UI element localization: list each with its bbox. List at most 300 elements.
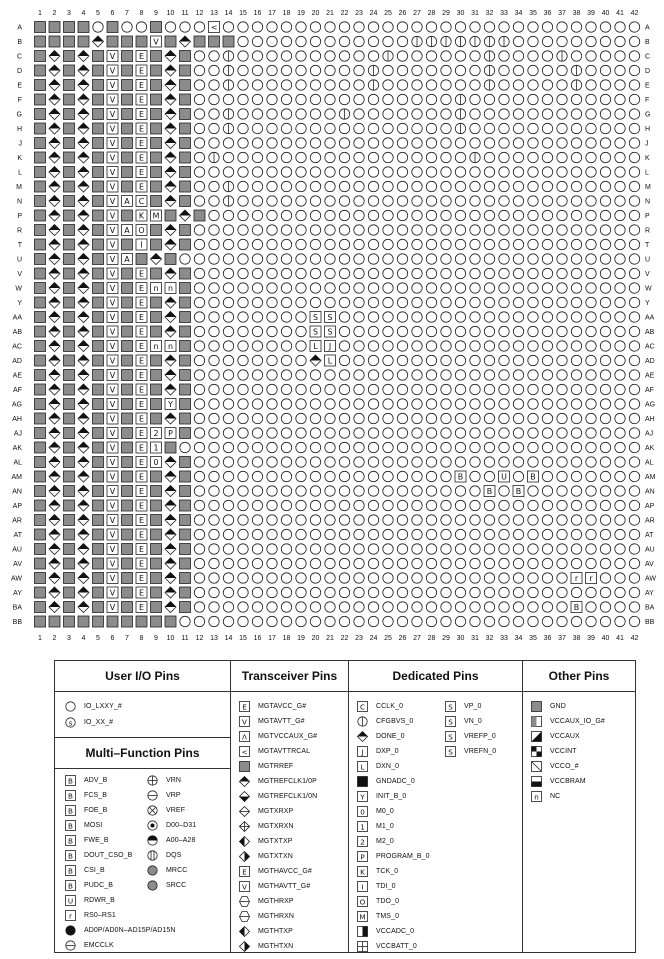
row-label-left: BB: [12, 619, 22, 626]
pin-cell: [368, 486, 378, 496]
pin-cell: [209, 254, 219, 264]
pin-cell: [209, 94, 219, 104]
pin-cell: [252, 544, 262, 554]
legend-symbol-icon: [147, 865, 158, 876]
pin-cell: [252, 384, 262, 394]
pin-cell: [209, 22, 220, 33]
pin-cell: [267, 210, 277, 220]
pin-cell: [354, 36, 364, 46]
pin-cell: [629, 355, 639, 365]
pin-cell: [441, 515, 451, 525]
pin-cell: [281, 486, 291, 496]
pin-cell: [325, 413, 335, 423]
svg-text:E: E: [139, 487, 144, 497]
pin-cell: [470, 268, 480, 278]
pin-cell: [383, 167, 393, 177]
pin-cell: [122, 196, 133, 207]
pin-cell: [165, 152, 176, 163]
pin-cell: [455, 109, 465, 120]
pin-cell: [252, 196, 262, 206]
pin-cell: [586, 602, 596, 612]
pin-cell: [412, 181, 422, 191]
multi-function-legend-item: [65, 863, 105, 877]
pin-cell: [252, 471, 262, 481]
column-number-bottom: 12: [195, 635, 204, 642]
pin-cell: [310, 602, 320, 612]
pin-cell: [107, 587, 118, 598]
pin-cell: [354, 109, 364, 119]
pin-cell: [223, 500, 233, 510]
pin-cell: [107, 515, 118, 526]
pin-cell: [64, 457, 75, 468]
other-legend-item: [531, 789, 560, 803]
pin-cell: [557, 529, 567, 539]
pin-cell: [426, 558, 436, 568]
pin-cell: [571, 326, 581, 336]
pin-cell: [397, 22, 407, 32]
pin-cell: [397, 138, 407, 148]
pin-cell: [615, 515, 625, 525]
pin-cell: [64, 355, 75, 366]
pin-cell: [528, 399, 538, 409]
pin-cell: [368, 587, 378, 597]
pin-cell: [194, 268, 204, 278]
svg-text:V: V: [109, 124, 116, 134]
pin-cell: [571, 65, 581, 76]
pin-cell: [354, 167, 364, 177]
pin-cell: [441, 442, 451, 452]
pin-cell: [441, 109, 451, 119]
pin-cell: [397, 297, 407, 307]
pin-cell: [368, 500, 378, 510]
pin-cell: [412, 65, 422, 75]
pin-cell: [615, 587, 625, 597]
pin-cell: [49, 80, 60, 91]
pin-cell: [441, 65, 451, 75]
pin-cell: [49, 355, 60, 366]
pin-cell: [49, 283, 60, 294]
legend-label: MGTHAVTT_G#: [258, 882, 311, 890]
pin-cell: [165, 312, 176, 323]
pin-cell: [368, 22, 378, 32]
pin-cell: [441, 268, 451, 278]
pin-cell: [499, 312, 509, 322]
pin-cell: [426, 413, 436, 423]
legend-symbol-icon: [357, 746, 368, 757]
pin-cell: [151, 399, 162, 410]
pin-cell: [35, 326, 46, 337]
svg-text:S: S: [448, 716, 453, 726]
pin-cell: [571, 167, 581, 177]
pin-cell: [629, 326, 639, 336]
legend-label: VCCINT: [550, 747, 577, 755]
pin-cell: [296, 384, 306, 394]
pin-cell: [93, 109, 104, 120]
pin-cell: [499, 283, 509, 293]
pin-cell: [441, 283, 451, 293]
pin-cell: [513, 196, 523, 206]
pin-cell: [238, 94, 248, 104]
pin-cell: [194, 573, 204, 583]
pin-cell: [165, 616, 176, 627]
pin-cell: [528, 51, 538, 61]
multi-function-legend-item: [147, 833, 196, 847]
pin-cell: [194, 109, 204, 119]
column-number-top: 11: [181, 10, 189, 17]
pin-cell: [470, 442, 480, 452]
pin-cell: [136, 167, 147, 178]
svg-text:V: V: [109, 255, 116, 265]
pin-cell: [354, 210, 364, 220]
pin-cell: [441, 558, 451, 568]
pin-cell: [310, 312, 321, 323]
pin-cell: [35, 94, 46, 105]
pin-cell: [165, 428, 176, 439]
legend-label: VCCAUX_IO_G#: [550, 717, 605, 725]
legend-label: MRCC: [166, 866, 188, 874]
pin-cell: [615, 225, 625, 235]
column-number-top: 2: [52, 10, 57, 17]
pin-cell: [35, 181, 46, 192]
pin-cell: [426, 196, 436, 206]
pin-cell: [513, 399, 523, 409]
pin-cell: [383, 616, 393, 626]
pin-cell: [542, 515, 552, 525]
pin-cell: [339, 167, 349, 177]
legend-label: DQS: [166, 851, 182, 859]
pin-cell: [64, 486, 75, 497]
pin-cell: [383, 355, 393, 365]
transceiver-legend-item: [239, 729, 317, 743]
pin-cell: [513, 239, 523, 249]
pin-cell: [64, 573, 75, 584]
pin-cell: [93, 573, 104, 584]
svg-text:E: E: [139, 385, 144, 395]
pin-cell: [426, 486, 436, 496]
pin-cell: [325, 22, 335, 32]
pin-cell: [35, 616, 46, 627]
pin-cell: [455, 558, 465, 568]
svg-text:J: J: [361, 746, 364, 756]
pin-cell: [107, 428, 118, 439]
pin-cell: [383, 283, 393, 293]
pin-cell: [267, 196, 277, 206]
pin-cell: [325, 254, 335, 264]
pin-cell: [180, 109, 191, 120]
pin-cell: [368, 312, 378, 322]
column-number-top: 18: [282, 10, 291, 17]
pin-cell: [223, 167, 233, 177]
column-number-bottom: 26: [398, 635, 407, 642]
pin-cell: [412, 254, 422, 264]
svg-text:A: A: [124, 197, 130, 207]
pin-cell: [499, 442, 509, 452]
pin-cell: [412, 428, 422, 438]
pin-cell: [78, 138, 89, 149]
pin-cell: [267, 181, 277, 191]
pin-cell: [49, 167, 60, 178]
pin-cell: [194, 616, 204, 626]
dedicated-legend-item: [357, 939, 417, 953]
pin-cell: [252, 152, 262, 162]
pin-cell: [354, 181, 364, 191]
pin-cell: [209, 457, 219, 467]
svg-text:n: n: [167, 284, 174, 294]
pin-cell: [470, 616, 480, 626]
pin-cell: [78, 196, 89, 207]
svg-text:E: E: [139, 516, 144, 526]
pin-cell: [267, 225, 277, 235]
pin-cell: [426, 515, 436, 525]
pin-cell: [93, 80, 104, 91]
pin-cell: [412, 442, 422, 452]
pin-cell: [180, 268, 191, 279]
pin-cell: [49, 384, 60, 395]
transceiver-legend-item: [239, 774, 317, 788]
pin-cell: [252, 442, 262, 452]
pin-cell: [209, 341, 219, 351]
pin-cell: [426, 544, 436, 554]
row-label-left: AF: [13, 387, 22, 394]
pin-cell: [397, 167, 407, 177]
transceiver-legend-item: [239, 864, 312, 878]
pin-cell: [542, 529, 552, 539]
row-label-left: P: [17, 213, 22, 220]
pin-cell: [151, 486, 162, 497]
pin-cell: [513, 36, 523, 46]
pin-cell: [49, 254, 60, 265]
pin-cell: [252, 181, 262, 191]
pin-cell: [571, 109, 581, 119]
pin-cell: [223, 22, 233, 32]
pin-cell: [107, 413, 118, 424]
pin-cell: [281, 413, 291, 423]
legend-label: NC: [550, 792, 561, 800]
svg-text:V: V: [109, 139, 116, 149]
pin-cell: [78, 529, 89, 540]
pin-cell: [586, 210, 596, 220]
pin-cell: [223, 602, 233, 612]
svg-text:1: 1: [360, 821, 365, 831]
pin-cell: [64, 326, 75, 337]
pin-cell: [136, 384, 147, 395]
pin-cell: [238, 51, 248, 61]
pin-cell: [136, 370, 147, 381]
pin-cell: [122, 457, 133, 468]
pin-cell: [107, 181, 118, 192]
pin-cell: [252, 210, 262, 220]
pin-cell: [194, 152, 204, 162]
column-number-bottom: 6: [110, 635, 115, 642]
pin-cell: [383, 370, 393, 380]
pin-cell: [542, 544, 552, 554]
pin-cell: [513, 616, 523, 626]
pin-cell: [136, 109, 147, 120]
svg-text:B: B: [457, 472, 464, 482]
pin-cell: [107, 326, 118, 337]
pin-cell: [180, 196, 191, 207]
pin-cell: [122, 138, 133, 149]
pin-cell: [426, 239, 436, 249]
pin-cell: [238, 471, 248, 481]
pin-cell: [629, 312, 639, 322]
pin-cell: [557, 196, 567, 206]
pin-cell: [194, 602, 204, 612]
pin-cell: [93, 22, 103, 32]
pin-cell: [223, 515, 233, 525]
pin-cell: [499, 587, 509, 597]
dedicated-legend-item: [357, 864, 398, 878]
pin-cell: [35, 529, 46, 540]
pin-cell: [281, 326, 291, 336]
pin-cell: [93, 500, 104, 511]
pin-cell: [412, 268, 422, 278]
pin-cell: [136, 283, 147, 294]
pin-cell: [600, 181, 610, 191]
pin-cell: [615, 283, 625, 293]
column-number-top: 23: [355, 10, 363, 17]
pin-cell: [165, 529, 176, 540]
pin-cell: [412, 283, 422, 293]
svg-text:E: E: [139, 284, 144, 294]
pin-cell: [470, 167, 480, 177]
pin-cell: [165, 370, 176, 381]
legend-symbol-icon: [147, 805, 158, 816]
pin-cell: [122, 471, 133, 482]
svg-text:E: E: [139, 327, 144, 337]
pin-cell: [267, 486, 277, 496]
svg-text:M: M: [359, 911, 366, 921]
legend-symbol-icon: [147, 790, 158, 801]
pin-cell: [557, 51, 567, 62]
svg-text:V: V: [109, 443, 116, 453]
pin-cell: [107, 254, 118, 265]
pin-cell: [267, 138, 277, 148]
dedicated-legend-item: [357, 894, 399, 908]
pin-cell: [35, 152, 46, 163]
pin-cell: [542, 573, 552, 583]
pin-cell: [209, 529, 219, 539]
pin-cell: [310, 355, 321, 366]
legend-label: CCLK_0: [376, 702, 404, 710]
pin-cell: [354, 51, 364, 61]
pin-cell: [528, 123, 538, 133]
pin-cell: [180, 616, 190, 626]
pin-cell: [180, 326, 191, 337]
pin-cell: [165, 558, 176, 569]
pin-cell: [238, 181, 248, 191]
pin-cell: [252, 486, 262, 496]
pin-cell: [180, 210, 191, 221]
pin-cell: [397, 210, 407, 220]
pin-cell: [354, 312, 364, 322]
pin-cell: [484, 573, 494, 583]
pin-cell: [513, 22, 523, 32]
pin-cell: [600, 587, 610, 597]
svg-text:V: V: [242, 881, 247, 891]
pin-cell: [107, 544, 118, 555]
pin-cell: [165, 587, 176, 598]
dedicated-legend-item: [357, 774, 415, 788]
pin-cell: [310, 51, 320, 61]
pin-cell: [325, 341, 336, 352]
dedicated-legend-item: [357, 744, 399, 758]
column-number-top: 17: [268, 10, 276, 17]
pin-cell: [499, 254, 509, 264]
pin-cell: [107, 196, 118, 207]
pin-cell: [528, 22, 538, 32]
row-label-right: AY: [645, 590, 654, 597]
pin-cell: [455, 239, 465, 249]
legend-label: VCCBATT_0: [376, 942, 417, 950]
pin-cell: [310, 558, 320, 568]
pin-cell: [528, 65, 538, 75]
transceiver-legend-item: [239, 714, 305, 728]
pin-cell: [64, 471, 75, 482]
pin-cell: [151, 123, 162, 134]
pin-cell: [397, 36, 407, 46]
pin-cell: [441, 36, 451, 47]
pin-cell: [354, 297, 364, 307]
pin-cell: [499, 80, 509, 90]
pin-cell: [107, 602, 118, 613]
column-number-top: 1: [38, 10, 42, 17]
pin-cell: [586, 80, 596, 90]
pin-cell: [151, 384, 162, 395]
pin-cell: [223, 268, 233, 278]
legend-symbol-icon: [239, 926, 250, 937]
dedicated-legend-item: [357, 714, 413, 728]
pin-cell: [455, 326, 465, 336]
pin-cell: [383, 326, 393, 336]
pin-cell: [528, 326, 538, 336]
pin-cell: [35, 283, 46, 294]
pin-cell: [629, 210, 639, 220]
column-number-bottom: 1: [38, 635, 42, 642]
pin-cell: [35, 558, 46, 569]
pin-cell: [470, 457, 480, 467]
pin-cell: [397, 181, 407, 191]
pin-cell: [615, 167, 625, 177]
pin-cell: [571, 80, 581, 91]
pin-cell: [383, 123, 393, 133]
svg-text:E: E: [139, 458, 144, 468]
legend-symbol-icon: [65, 835, 76, 846]
row-label-left: AE: [12, 372, 22, 380]
column-number-top: 26: [398, 10, 407, 17]
pin-cell: [557, 326, 567, 336]
pin-cell: [542, 268, 552, 278]
pin-cell: [93, 384, 104, 395]
pin-cell: [180, 500, 191, 511]
pin-cell: [368, 544, 378, 554]
other-legend-item: [531, 774, 586, 788]
pin-cell: [513, 587, 523, 597]
pin-cell: [122, 181, 133, 192]
pin-cell: [354, 442, 364, 452]
row-label-right: B: [645, 39, 650, 46]
svg-text:V: V: [153, 37, 159, 47]
pin-cell: [542, 109, 552, 119]
pin-cell: [165, 138, 176, 149]
pin-cell: [600, 384, 610, 394]
pin-cell: [412, 239, 422, 249]
pin-cell: [151, 22, 162, 33]
pin-cell: [426, 370, 436, 380]
pin-cell: [397, 486, 407, 496]
pin-cell: [93, 457, 104, 468]
column-number-bottom: 31: [471, 635, 479, 642]
